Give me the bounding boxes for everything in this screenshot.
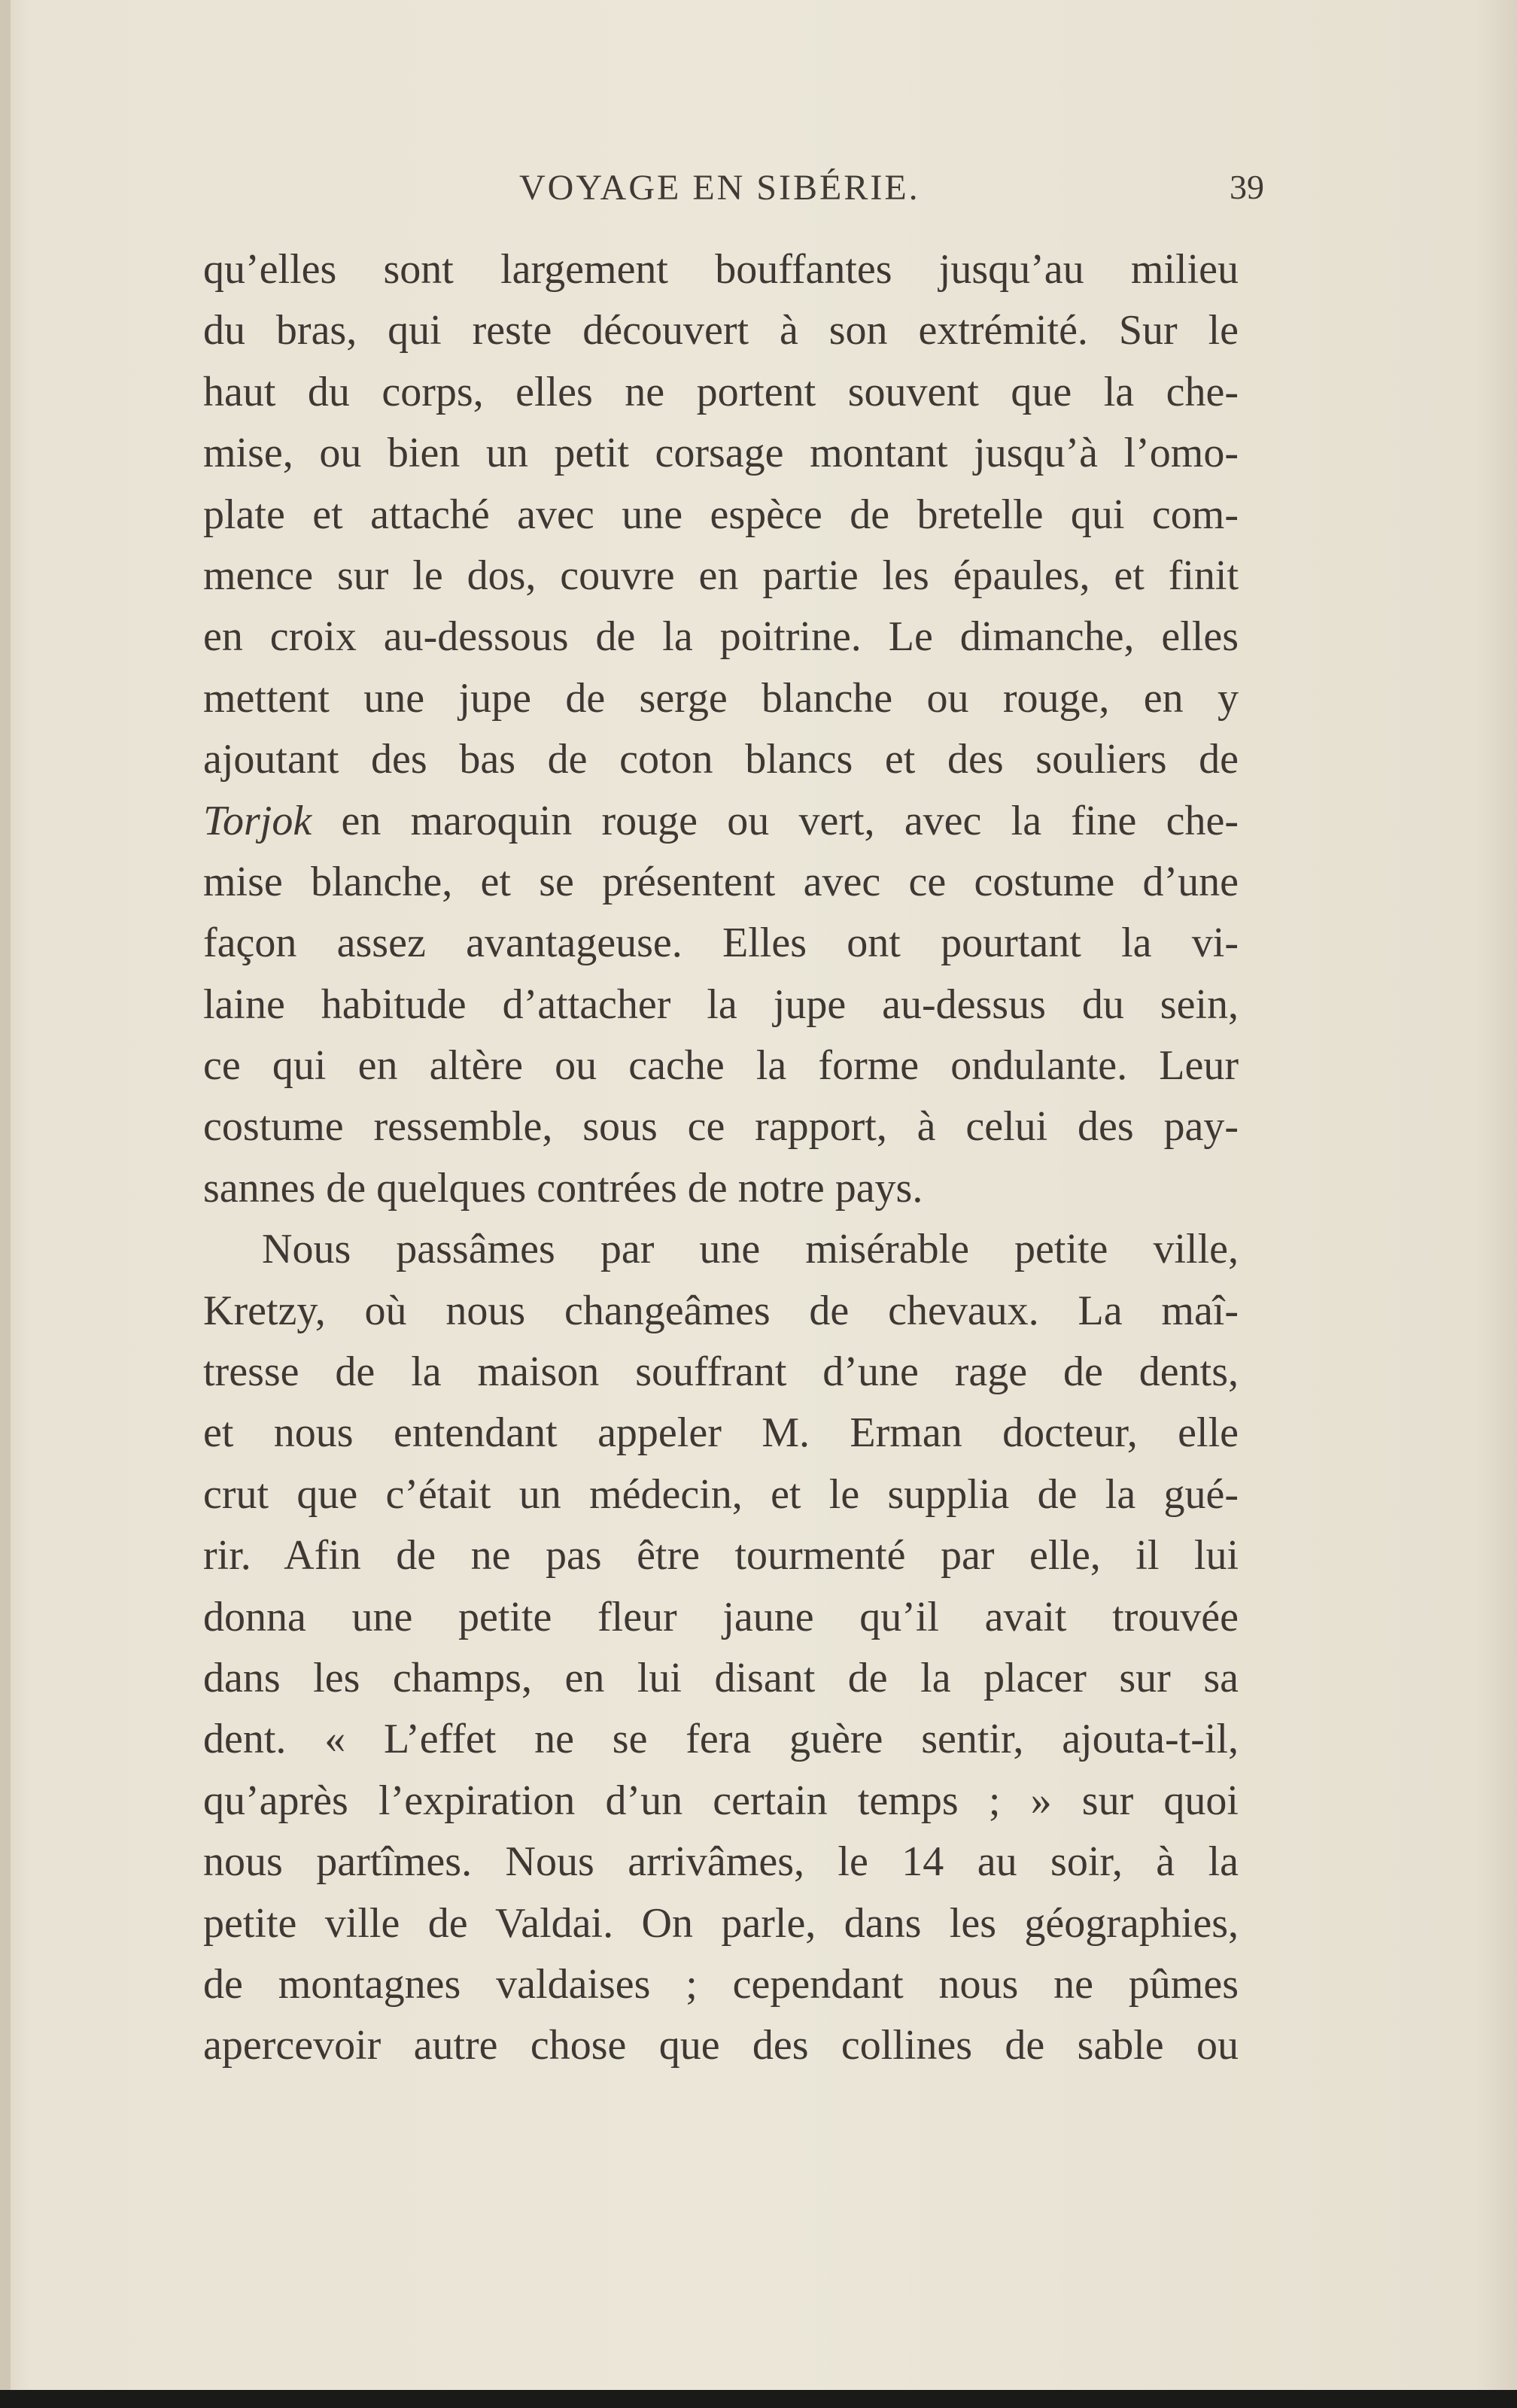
body-text (203, 239, 1239, 2077)
text-line: qu’elles sont largement bouffantes jusqu’au milieu (203, 246, 1239, 293)
running-title: VOYAGE EN SIBÉRIE. (519, 168, 920, 208)
text-line: donna une petite fleur jaune qu’il avait trouvée (203, 1593, 1239, 1640)
text-line: tresse de la maison souffrant d’une rage de dents, (203, 1348, 1239, 1396)
text-line: nous partîmes. Nous arrivâmes, le 14 au soir, à la (203, 1838, 1239, 1886)
page-number: 39 (1230, 168, 1264, 206)
text-line: en croix au-dessous de la poitrine. Le dimanche, elles (203, 613, 1239, 661)
text-line: rir. Afin de ne pas être tourmenté par elle, il lui (203, 1532, 1239, 1579)
paragraph-start-line: Nous passâmes par une misérable petite ville, (262, 1226, 1239, 1273)
text-line: crut que c’était un médecin, et le supplia de la gué- (203, 1470, 1239, 1518)
text-line: apercevoir autre chose que des collines de sable ou (203, 2022, 1239, 2069)
text-line-italic-start (203, 791, 1239, 852)
text-line-rest: en maroquin rouge ou vert, avec la fine che- (312, 797, 1239, 844)
text-line: qu’après l’expiration d’un certain temps ; » sur quoi (203, 1777, 1239, 1824)
text-line: plate et attaché avec une espèce de bretelle qui com- (203, 491, 1239, 538)
scan-bottom-edge (0, 2390, 1517, 2408)
text-line: mettent une jupe de serge blanche ou rouge, en y (203, 674, 1239, 722)
text-line: façon assez avantageuse. Elles ont pourtant la vi- (203, 920, 1239, 967)
page-gutter-edge (0, 0, 11, 2408)
text-line: ajoutant des bas de coton blancs et des souliers de (203, 736, 1239, 783)
text-line: dent. « L’effet ne se fera guère sentir, ajouta-t-il, (203, 1716, 1239, 1763)
text-line: de montagnes valdaises ; cependant nous ne pûmes (203, 1960, 1239, 2008)
text-line: haut du corps, elles ne portent souvent que la che- (203, 368, 1239, 415)
text-line: mise, ou bien un petit corsage montant jusqu’à l’omo- (203, 430, 1239, 477)
text-line: et nous entendant appeler M. Erman docteur, elle (203, 1409, 1239, 1457)
text-line: costume ressemble, sous ce rapport, à celui des pay- (203, 1103, 1239, 1151)
text-line: mence sur le dos, couvre en partie les épaules, et finit (203, 552, 1239, 599)
italic-place-name: Torjok (203, 797, 312, 844)
text-line: du bras, qui reste découvert à son extrémité. Sur le (203, 307, 1239, 354)
text-line: laine habitude d’attacher la jupe au-dessus du sein, (203, 981, 1239, 1028)
text-line: dans les champs, en lui disant de la placer sur sa (203, 1654, 1239, 1701)
text-line: mise blanche, et se présentent avec ce costume d’une (203, 858, 1239, 905)
text-line: Kretzy, où nous changeâmes de chevaux. La maî- (203, 1287, 1239, 1334)
paragraph-end-line: sannes de quelques contrées de notre pays. (203, 1164, 923, 1212)
text-line: ce qui en altère ou cache la forme ondulante. Leur (203, 1042, 1239, 1090)
text-line: petite ville de Valdai. On parle, dans les géographies, (203, 1899, 1239, 1947)
running-head (203, 167, 1264, 212)
